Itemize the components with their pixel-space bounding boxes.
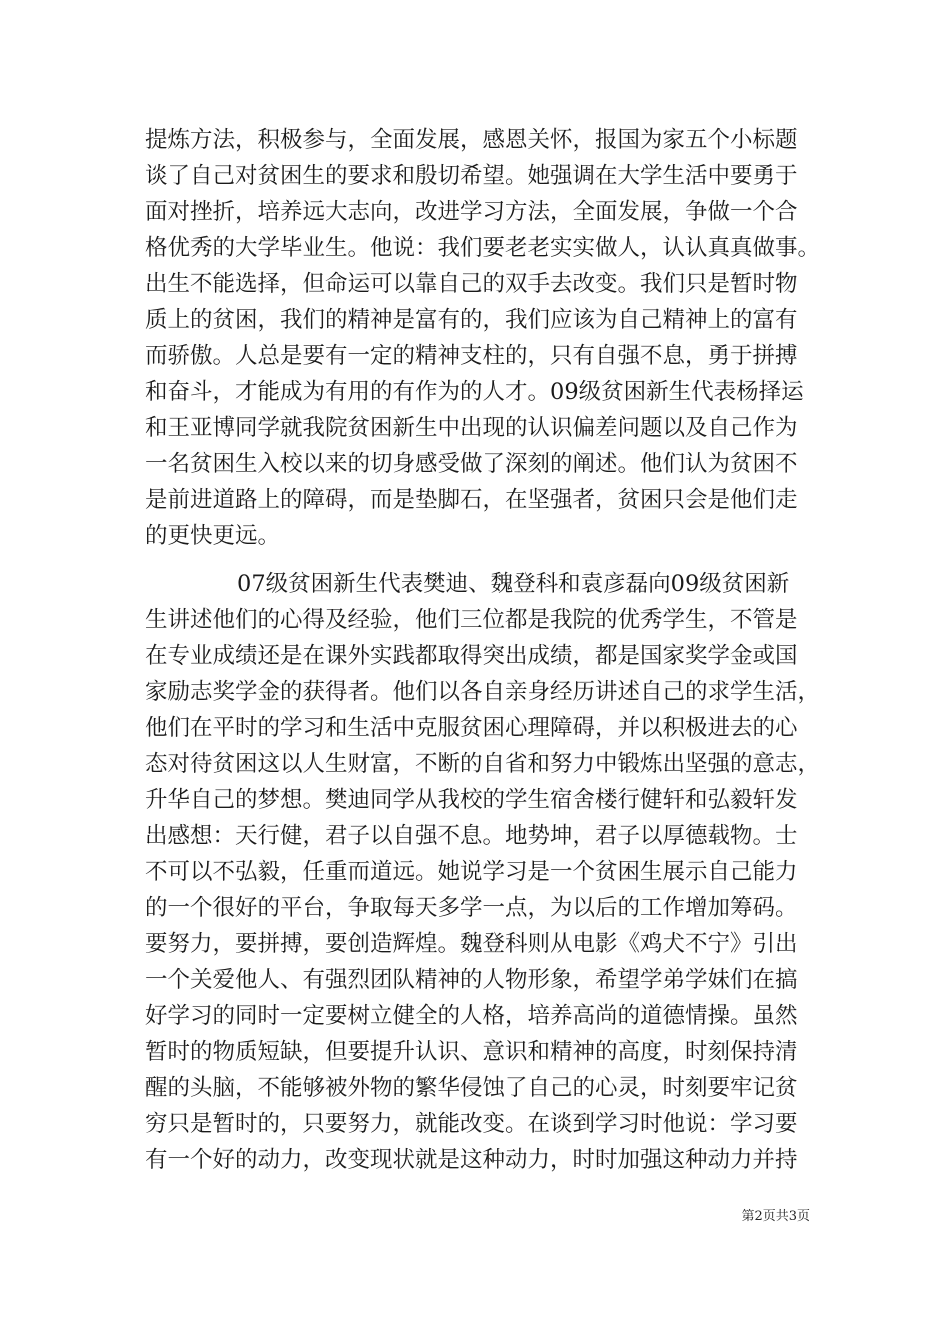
text-line: 提炼方法，积极参与，全面发展，感恩关怀，报国为家五个小标题 xyxy=(145,127,798,153)
paragraph-first-line: 07级贫困新生代表樊迪、魏登科和袁彦磊向09级贫困新 xyxy=(237,571,790,597)
text-line: 质上的贫困，我们的精神是富有的，我们应该为自己精神上的富有 xyxy=(145,307,798,333)
text-line: 态对待贫困这以人生财富，不断的自省和努力中锻炼出坚强的意志， xyxy=(145,751,821,777)
text-line: 家励志奖学金的获得者。他们以各自亲身经历讲述自己的求学生活， xyxy=(145,679,821,705)
text-line: 出生不能选择，但命运可以靠自己的双手去改变。我们只是暂时物 xyxy=(145,271,798,297)
text-line: 升华自己的梦想。樊迪同学从我校的学生宿舍楼行健轩和弘毅轩发 xyxy=(145,787,798,813)
text-line: 和王亚博同学就我院贫困新生中出现的认识偏差问题以及自己作为 xyxy=(145,415,798,441)
text-line: 的更快更远。 xyxy=(145,523,281,549)
text-line: 面对挫折，培养远大志向，改进学习方法，全面发展，争做一个合 xyxy=(145,199,798,225)
text-line: 和奋斗，才能成为有用的有作为的人才。09级贫困新生代表杨择运 xyxy=(145,379,804,405)
text-line: 出感想：天行健，君子以自强不息。地势坤，君子以厚德载物。士 xyxy=(145,823,798,849)
text-line: 在专业成绩还是在课外实践都取得突出成绩，都是国家奖学金或国 xyxy=(145,643,798,669)
text-line: 一名贫困生入校以来的切身感受做了深刻的阐述。他们认为贫困不 xyxy=(145,451,798,477)
text-line: 的一个很好的平台，争取每天多学一点，为以后的工作增加筹码。 xyxy=(145,895,798,921)
text-line: 不可以不弘毅，任重而道远。她说学习是一个贫困生展示自己能力 xyxy=(145,859,798,885)
text-line: 谈了自己对贫困生的要求和殷切希望。她强调在大学生活中要勇于 xyxy=(145,163,798,189)
page-number-footer: 第2页共3页 xyxy=(741,1209,810,1224)
text-line: 要努力，要拼搏，要创造辉煌。魏登科则从电影《鸡犬不宁》引出 xyxy=(145,931,798,957)
text-line: 穷只是暂时的，只要努力，就能改变。在谈到学习时他说：学习要 xyxy=(145,1111,798,1137)
text-line: 醒的头脑，不能够被外物的繁华侵蚀了自己的心灵，时刻要牢记贫 xyxy=(145,1075,798,1101)
text-line: 一个关爱他人、有强烈团队精神的人物形象，希望学弟学妹们在搞 xyxy=(145,967,798,993)
text-line: 而骄傲。人总是要有一定的精神支柱的，只有自强不息，勇于拼搏 xyxy=(145,343,798,369)
text-line: 生讲述他们的心得及经验，他们三位都是我院的优秀学生，不管是 xyxy=(145,607,798,633)
text-line: 有一个好的动力，改变现状就是这种动力，时时加强这种动力并持 xyxy=(145,1147,798,1173)
text-line: 格优秀的大学毕业生。他说：我们要老老实实做人，认认真真做事。 xyxy=(145,235,821,261)
text-line: 好学习的同时一定要树立健全的人格，培养高尚的道德情操。虽然 xyxy=(145,1003,798,1029)
text-line: 他们在平时的学习和生活中克服贫困心理障碍，并以积极进去的心 xyxy=(145,715,798,741)
text-line: 暂时的物质短缺，但要提升认识、意识和精神的高度，时刻保持清 xyxy=(145,1039,798,1065)
text-line: 是前进道路上的障碍，而是垫脚石，在坚强者，贫困只会是他们走 xyxy=(145,487,798,513)
